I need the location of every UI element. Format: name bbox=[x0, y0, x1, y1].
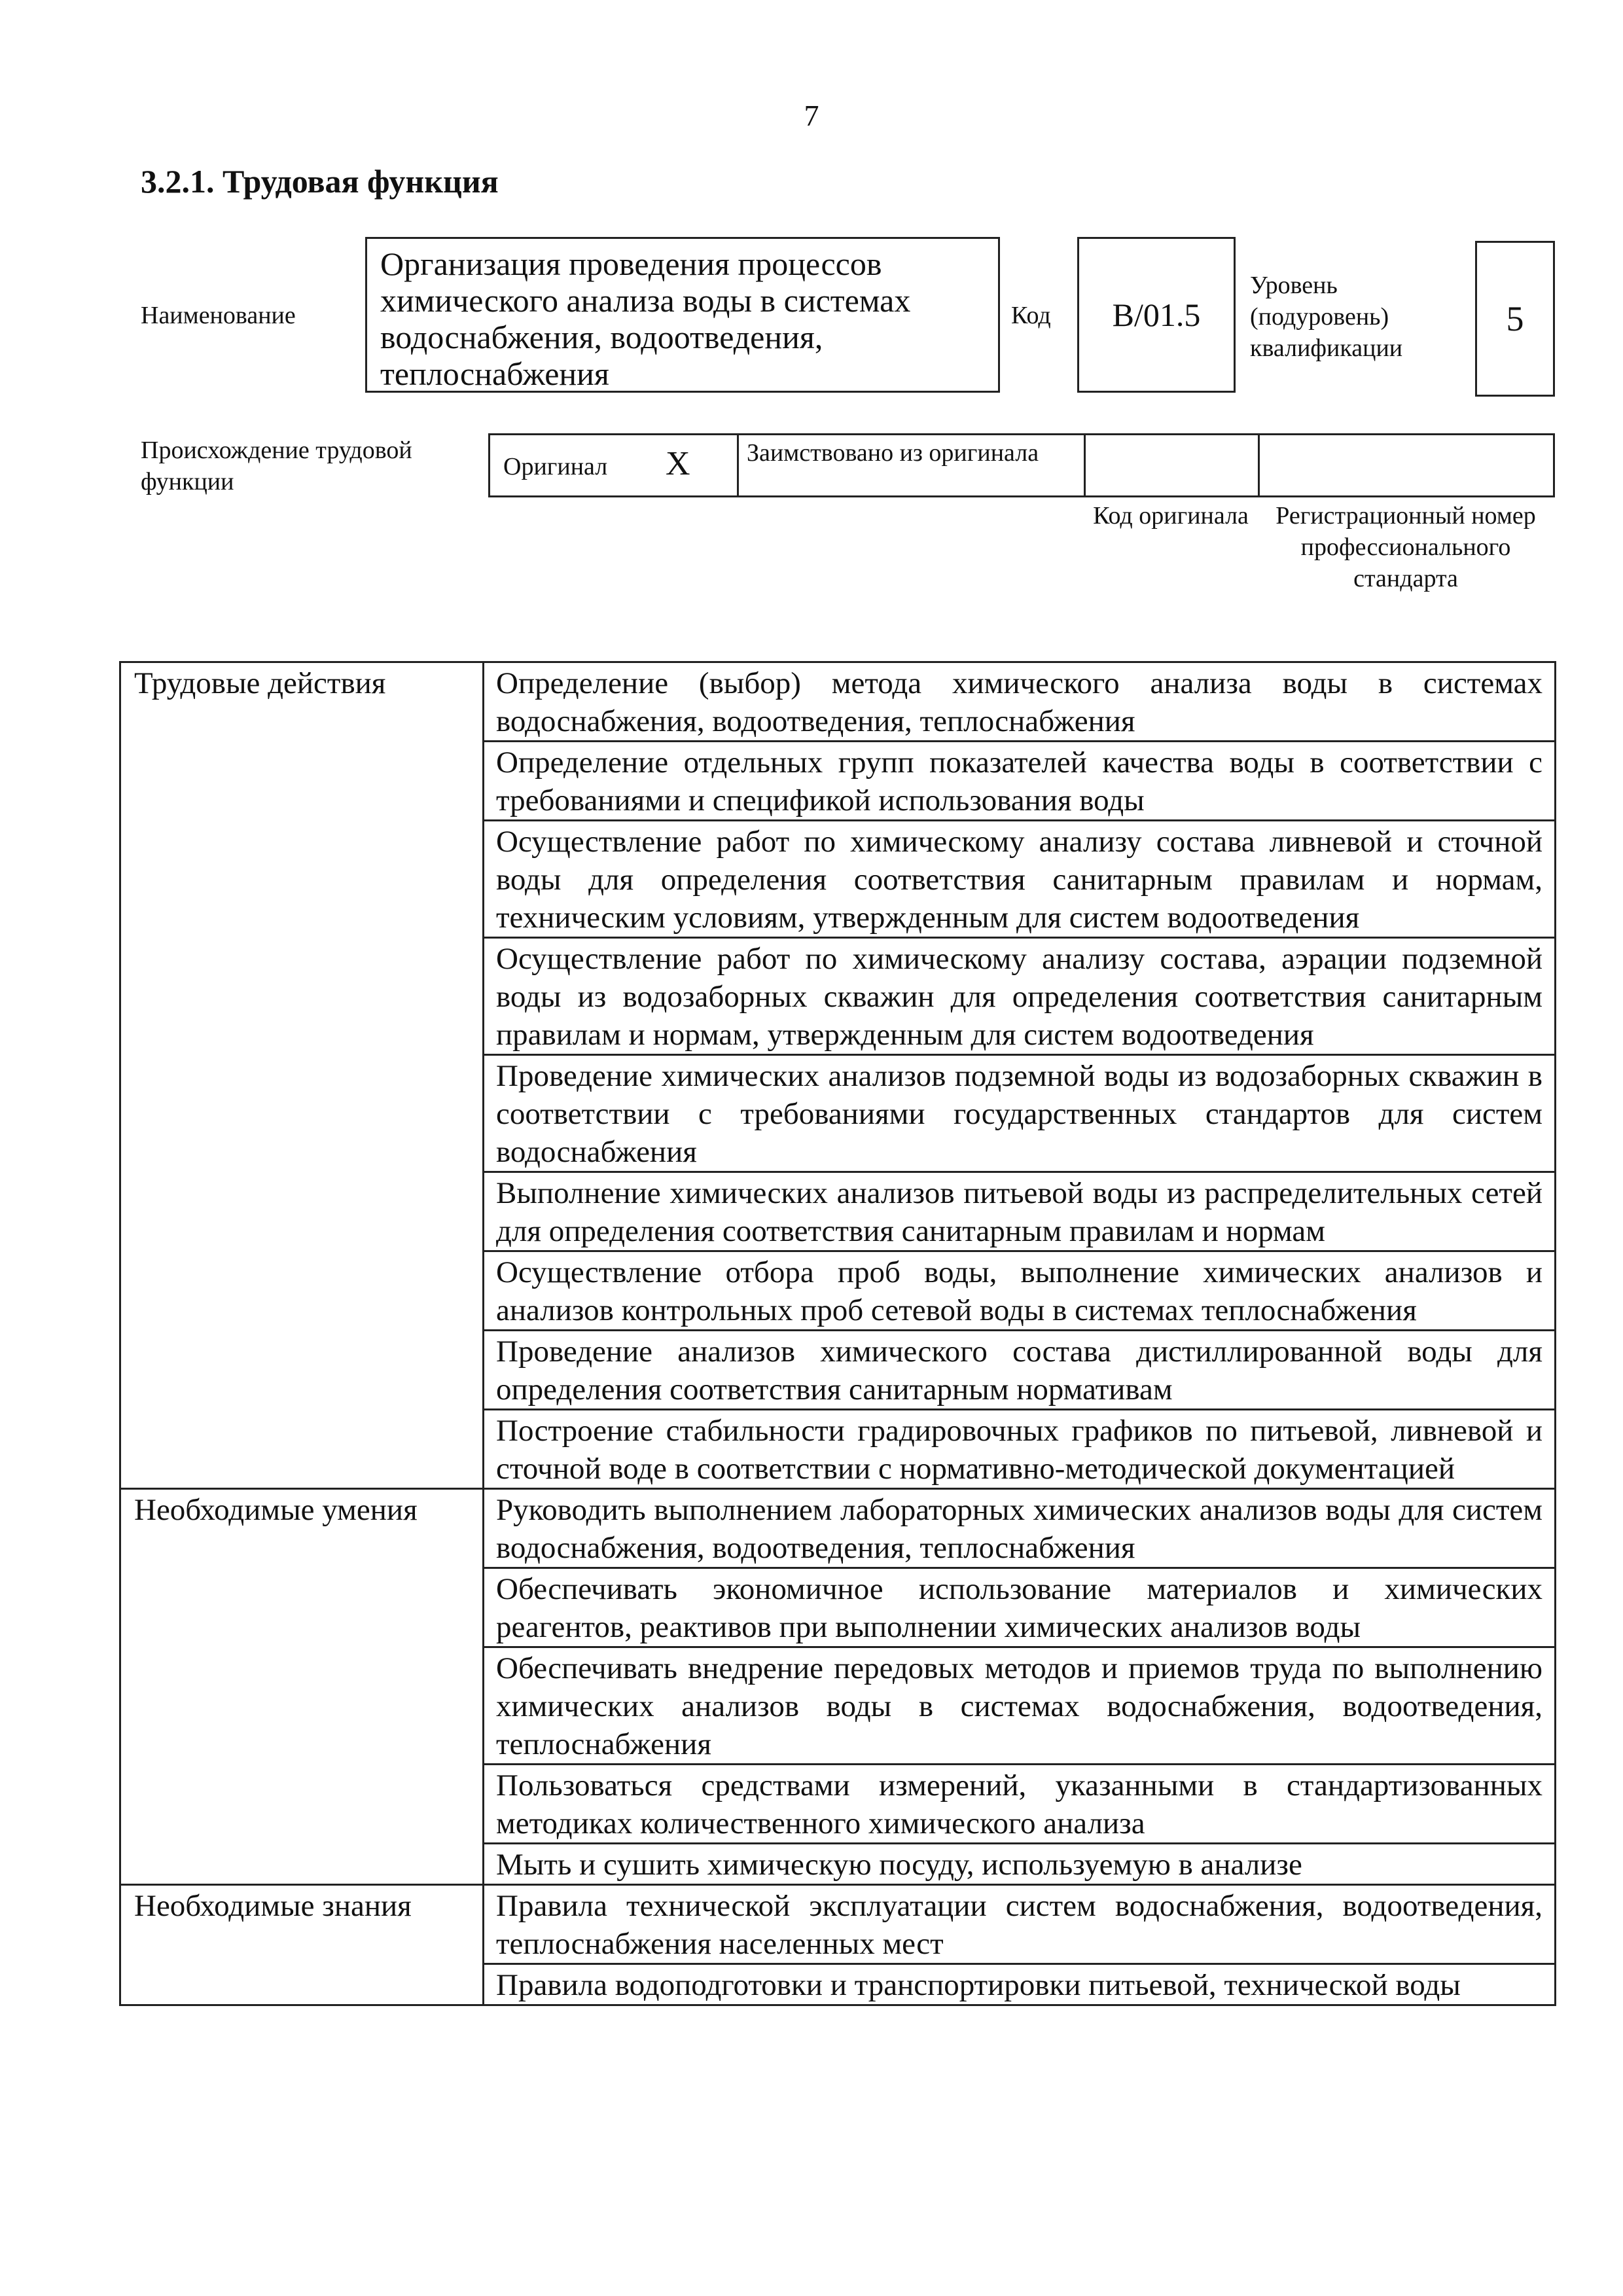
knowledge-item: Правила водоподготовки и транспортировки питьевой, технической воды bbox=[484, 1964, 1556, 2005]
original-code-caption: Код оригинала bbox=[1093, 502, 1249, 529]
labor-actions-label: Трудовые действия bbox=[120, 662, 484, 1489]
original-code-cell bbox=[1086, 435, 1260, 495]
skill-item: Обеспечивать внедрение передовых методов и приемов труда по выполнению химических анализов воды в системах водоснабжения, водоотведения, теплоснабжения bbox=[484, 1647, 1556, 1765]
labor-action-item: Проведение анализов химического состава дистиллированной воды для определения соответствия санитарным нормативам bbox=[484, 1331, 1556, 1410]
function-name-box bbox=[365, 237, 1000, 393]
table-row bbox=[120, 1885, 1556, 1964]
skill-item: Обеспечивать экономичное использование материалов и химических реагентов, реактивов при выполнении химических анализов воды bbox=[484, 1568, 1556, 1647]
name-label: Наименование bbox=[141, 302, 296, 329]
registration-number-cell bbox=[1260, 435, 1553, 495]
labor-action-item: Построение стабильности градировочных графиков по питьевой, ливневой и сточной воде в соответствии с нормативно-методической документацией bbox=[484, 1410, 1556, 1489]
registration-number-caption: Регистрационный номер профессионального стандарта bbox=[1275, 502, 1536, 592]
labor-action-item: Осуществление отбора проб воды, выполнение химических анализов и анализов контрольных проб сетевой воды в системах теплоснабжения bbox=[484, 1251, 1556, 1331]
origin-label: Происхождение трудовой функции bbox=[141, 437, 412, 495]
competency-table bbox=[119, 661, 1556, 2006]
original-label: Оригинал bbox=[503, 453, 608, 480]
origin-table bbox=[488, 433, 1555, 497]
level-box bbox=[1475, 241, 1555, 397]
borrowed-cell bbox=[739, 435, 1086, 495]
skill-item: Пользоваться средствами измерений, указанными в стандартизованных методиках количественного химического анализа bbox=[484, 1765, 1556, 1844]
labor-action-item: Проведение химических анализов подземной воды из водозаборных скважин в соответствии с требованиями государственных стандартов для систем водоснабжения bbox=[484, 1055, 1556, 1172]
labor-action-item: Определение (выбор) метода химического анализа воды в системах водоснабжения, водоотведения, теплоснабжения bbox=[484, 662, 1556, 742]
code-box bbox=[1077, 237, 1236, 393]
skill-item: Мыть и сушить химическую посуду, используемую в анализе bbox=[484, 1844, 1556, 1885]
original-cell bbox=[490, 435, 739, 495]
section-heading: 3.2.1. Трудовая функция bbox=[141, 163, 499, 200]
level-label: Уровень (подуровень) квалификации bbox=[1250, 272, 1403, 362]
skills-label: Необходимые умения bbox=[120, 1489, 484, 1885]
function-name-value: Организация проведения процессов химического анализа воды в системах водоснабжения, водоотведения, теплоснабжения bbox=[380, 245, 911, 392]
knowledge-item: Правила технической эксплуатации систем водоснабжения, водоотведения, теплоснабжения населенных мест bbox=[484, 1885, 1556, 1964]
table-row bbox=[120, 1489, 1556, 1568]
labor-action-item: Осуществление работ по химическому анализу состава ливневой и сточной воды для определения соответствия санитарным правилам и нормам, техническим условиям, утвержденным для систем водоотведения bbox=[484, 821, 1556, 938]
original-mark: X bbox=[666, 445, 690, 482]
level-value: 5 bbox=[1506, 299, 1524, 338]
borrowed-label: Заимствовано из оригинала bbox=[747, 439, 1039, 467]
page-number: 7 bbox=[804, 99, 819, 132]
labor-action-item: Определение отдельных групп показателей качества воды в соответствии с требованиями и спецификой использования воды bbox=[484, 742, 1556, 821]
code-value: B/01.5 bbox=[1112, 296, 1201, 333]
skill-item: Руководить выполнением лабораторных химических анализов воды для систем водоснабжения, водоотведения, теплоснабжения bbox=[484, 1489, 1556, 1568]
table-row bbox=[120, 662, 1556, 742]
labor-action-item: Выполнение химических анализов питьевой воды из распределительных сетей для определения соответствия санитарным правилам и нормам bbox=[484, 1172, 1556, 1251]
code-label: Код bbox=[1011, 302, 1051, 329]
knowledge-label: Необходимые знания bbox=[120, 1885, 484, 2005]
labor-action-item: Осуществление работ по химическому анализу состава, аэрации подземной воды из водозаборных скважин для определения соответствия санитарным правилам и нормам, утвержденным для систем водоотведения bbox=[484, 938, 1556, 1055]
